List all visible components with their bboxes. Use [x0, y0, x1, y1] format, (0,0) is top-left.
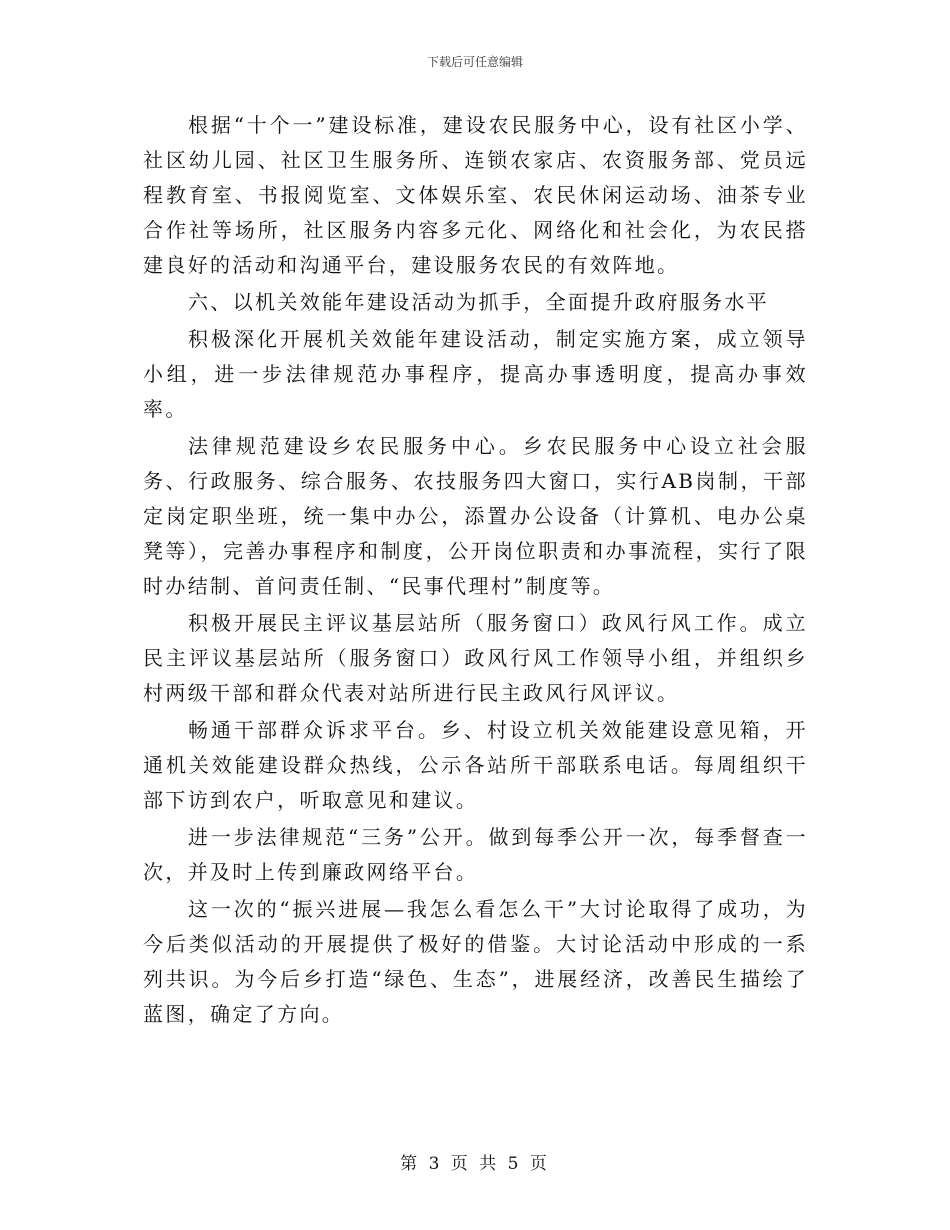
paragraph-three-affairs: 进一步法律规范“三务”公开。做到每季公开一次，每季督查一次，并及时上传到廉政网络平台。: [143, 825, 808, 884]
paragraph-conclusion: 这一次的“振兴进展—我怎么看怎么干”大讨论取得了成功，为今后类似活动的开展提供了极好的借鉴。大讨论活动中形成的一系列共识。为今后乡打造“绿色、生态”，进展经济，改善民生描绘了蓝图，确定了方向。: [143, 897, 808, 1026]
page-header-note: 下载后可任意编辑: [426, 55, 523, 69]
paragraph-efficiency-year: 积极深化开展机关效能年建设活动，制定实施方案，成立领导小组，进一步法律规范办事程序，提高办事透明度，提高办事效率。: [143, 327, 808, 421]
section-heading-six: 六、以机关效能年建设活动为抓手，全面提升政府服务水平: [188, 290, 770, 314]
page-number-footer: 第 3 页 共 5 页: [400, 1154, 550, 1174]
paragraph-appeal-platform: 畅通干部群众诉求平台。乡、村设立机关效能建设意见箱，开通机关效能建设群众热线，公示各站所干部联系电话。每周组织干部下访到农户，听取意见和建议。: [143, 718, 808, 812]
paragraph-service-center: 根据“十个一”建设标准，建设农民服务中心，设有社区小学、社区幼儿园、社区卫生服务所、连锁农家店、农资服务部、党员远程教育室、书报阅览室、文体娱乐室、农民休闲运动场、油茶专业合作社等场所，社区服务内容多元化、网络化和社会化，为农民搭建良好的活动和沟通平台，建设服务农民的有效阵地。: [143, 113, 808, 277]
document-body: [143, 108, 808, 1032]
paragraph-democratic-review: 积极开展民主评议基层站所（服务窗口）政风行风工作。成立民主评议基层站所（服务窗口）政风行风工作领导小组，并组织乡村两级干部和群众代表对站所进行民主政风行风评议。: [143, 611, 808, 705]
paragraph-build-center: 法律规范建设乡农民服务中心。乡农民服务中心设立社会服务、行政服务、综合服务、农技服务四大窗口，实行AB岗制，干部定岗定职坐班，统一集中办公，添置办公设备（计算机、电办公桌凳等），完善办事程序和制度，公开岗位职责和办事流程，实行了限时办结制、首问责任制、“民事代理村”制度等。: [143, 434, 808, 598]
